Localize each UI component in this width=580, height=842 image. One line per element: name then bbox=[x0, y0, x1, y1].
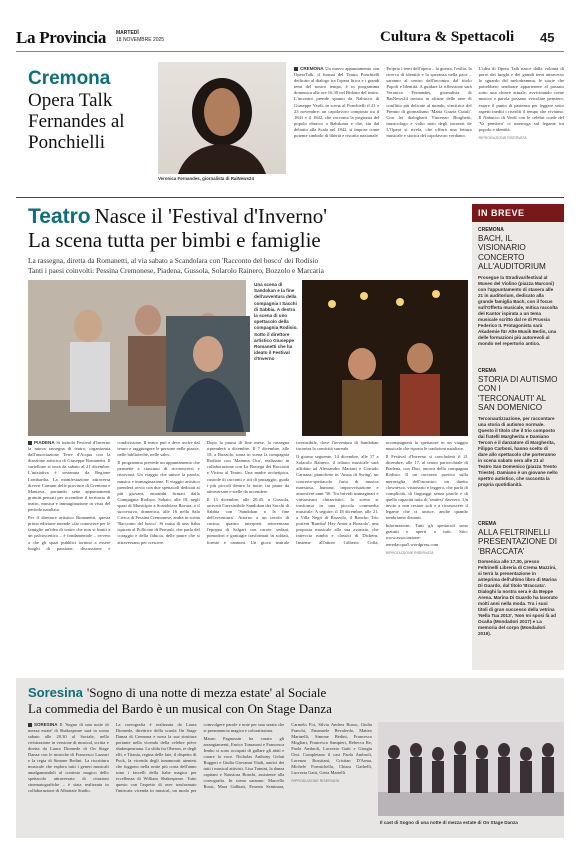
bottom-dateline: SORESINA bbox=[34, 722, 58, 727]
bottom-headline bbox=[28, 684, 564, 702]
bottom-body-p3: Mauro Pagnossin ha curato gli arrangiamenti, Enrico Tomasoni e Francesca Irmbo si sono occupati di gallare gli abiti e curare la voce. Nicholas Anthony Gelati Ruggeri e Giulia Giovanni Vitali, autrici dei tutti i musical attivisti. Lisa Tumini, la danza capitani e Nausicaa Bonchi, assistente alla coreografia. In scena saranno: Marcello Rossi, Mara Galbiati, Ernesto Seminara, Carmelo Foi, Silvia Andrea Russo, Giulia Franchi, Emanuele Bevalerdo, Matteo Marinelli, Simone Bedini, Francesco Mogliari, Francesco Sampieri, Rebecca Re, Paola Ambroli, Lucrezia Gatti e Giorgia Orsi. Completano il cast Paola Ambroli, Lorenzo Rossitani, Cristian D'Arma, Michele Formichella, Chiara Garbelli, Lucrezia Gatti, Greta Martelli. bbox=[203, 722, 372, 789]
top-kicker: Cremona bbox=[28, 68, 111, 89]
header-rule bbox=[16, 51, 564, 52]
bottom-title-1: 'Sogno di una notte di mezza estate' al Sociale bbox=[86, 685, 327, 700]
brief-title: STORIA DI AUTISMO CON I 'TERCONAUTI' AL SAN DOMENICO bbox=[478, 375, 558, 413]
main-body-p4: Dopo la pausa di fine mese, la rassegna riprenderà a dicembre. Il 7 dicembre, alle 18, a Bozzolo, torna in scena la compagnia Rodisio con 'Mamma Oca', realizzato in collaborazione con La Bottega dei Racconti e Vicino al Teatro. Una madre archetipica, custode di racconti e riti di passaggio, guida i più piccoli dentro la notte, tra paure da attraversare e stelle da accendere. bbox=[206, 440, 290, 494]
main-headline bbox=[28, 204, 468, 229]
top-body-p1: Un nuovo appuntamento con OperaTalk, il format del Teatro Ponchielli dedicato al dialogo tra l'opera lirica e i grandi temi del nostro tempo, è in programma domenica alle ore 16.30 nel Ridotto del teatro. L'incontro prende spunto da Nabucco di Giuseppe Verdi, in scena al Ponchielli il 21 e 23 novembre: un capolavoro composto tra il 1841 e il 1842, che racconta la prigionia del popolo ebraico a Babilonia e che, sin dal debutto alla Scala nel 1842, si impose come potente simbolo di libertà e riscatto nazionale. bbox=[294, 66, 380, 139]
main-title-1: Nasce il 'Festival d'Inverno' bbox=[94, 204, 327, 228]
brief-item bbox=[472, 516, 564, 671]
top-credit: RIPRODUZIONE RISERVATA bbox=[478, 136, 527, 141]
rodisio-photo bbox=[302, 280, 468, 436]
main-body-p3: Il programma prevede un appuntamento che permette a ciascuno di riconoscersi e ritrovarsi. Un viaggio che unisce la parola, musica e immaginazione. Il viaggio artistico prenderà avvio con due spettacoli dedicati ai più giovani, entrambi firmati dalla Compagnia Rodisio. Sabato, alle 18, negli spazi di Municipio a Scandolara Ravara, e il successivo, domenica, alle 16 nella Sala Civica di Pessina Cremonese, andrà in scena 'Racconto del bosco'. Si tratta di una fiaba ispirata al Pollicino di Perrault, che parla del coraggio e della fiducia, delle paure che si attraversano per crescere. bbox=[117, 460, 200, 545]
main-body-p5: Il 13 dicembre, alle 20.45, a Gussola, arriverà l'irresistibile Sandokan dei Sacchi di Sabbia con 'Sandokan o la fine dell'avventura'. Attorno a un tavolo di cucina, quattro interpreti reinventano l'epopea di Salgari con carote, sedani, pomodori e grattugie trasformati in soldati, foreste e cannoni. Un gioco teatrale irresistibile, dove l'avventura di Sandokan incontra la comicità surreale. bbox=[206, 440, 379, 545]
cast-photo bbox=[378, 722, 564, 816]
main-title-2: La scena tutta per bimbi e famiglie bbox=[28, 228, 321, 252]
bottom-kicker: Soresina bbox=[28, 685, 83, 700]
top-dateline: CREMONA bbox=[300, 66, 324, 71]
main-body bbox=[28, 440, 468, 664]
main-credit: RIPRODUZIONE RISERVATA bbox=[385, 550, 434, 555]
section-title: Cultura & Spettacoli bbox=[380, 29, 515, 45]
brief-place: CREMA bbox=[478, 521, 497, 527]
top-title: Opera Talk Fernandes al Ponchielli bbox=[28, 90, 125, 153]
brief-text: Prosegue la Stradivarifestival al Museo del Violino (piazza Marconi) con l'appuntamento di stasera alle 21 in auditorium, dedicato alla grande famiglia Bach, con il focus sull'Offerta musicale, mitica raccolta del Kantor ispirata a un tema musicale scritto dal re di Prussia Federico II. Protagonista sarà Akademie für Alte Musik Berlin, una delle formazioni più autorevoli al mondo nel repertorio antico. bbox=[478, 274, 558, 346]
brief-title: ALLA FELTRINELLI PRESENTAZIONE DI 'BRACCATA' bbox=[478, 528, 558, 556]
brief-text: Terconautizzazione, per raccontare una storia di autismo normale. Questo il titolo che il trio composto dai fratelli Margherita e Damiano Tercon e il danzatore di Margherita, Filippo Carboni, hanno scelto di dare allo spettacolo che porteranno in scena sabato sera alle 21 al Teatro San Domenico (piazza Trento Trieste). Damiano è un giovane nello spettro autistico, che racconta la propria quotidianità. bbox=[478, 415, 558, 487]
brief-header: IN BREVE bbox=[472, 204, 564, 222]
dateline-marker-icon bbox=[294, 67, 298, 71]
main-kicker: Teatro bbox=[28, 205, 91, 228]
main-dateline: PIADENA bbox=[34, 440, 55, 445]
portrait-figure bbox=[158, 62, 286, 174]
portrait-caption: Veronica Fernandes, giornalista di RaiNews24 bbox=[158, 176, 254, 181]
top-body bbox=[294, 66, 564, 184]
top-bottom-rule bbox=[16, 197, 564, 198]
main-body-p8: Informazioni: Tutti gli spettacoli sono gratuiti e aperti a tutti. Sito: www.associazione-terredacqua5.wordpress.com bbox=[385, 523, 468, 547]
brief-item bbox=[472, 363, 564, 516]
bottom-dateline-marker-icon bbox=[28, 723, 32, 727]
issue-day: MARTEDÌ bbox=[116, 30, 139, 36]
main-body-p6: Il giorno seguente, 14 dicembre, alle 17 a Solarolo Rainero, il tributo musicale sarà affidato ad Alessandro Mariani e Corrado Caruana: pianoforte in 'Ansia di Swing', un concerto-spettacolo furto di musica maestosa, humour, improvvisazione e atmosfere anni '30. Tra brividi immaginari e virtuosismi chitarristici, la scena si trasforma in una piccola commedia musicale. A seguire, il 18 dicembre, alle 21, a Villa Negri di Bozzolo, il Rancho Trio porterà 'Rumba! Hay Amor a Bozzolo', una proposta musicale alla sua avarizia, che intreccia rumba e classici di Dickens. Insieme all'attore Gilberto Colla, accompagnerà lo spettatore in un viaggio musicale che riporta le tradizioni natalizie. bbox=[296, 440, 468, 545]
bottom-body-p2: La coreografia è realizzata da Laura Diomede, direttrice della scuola On Stage Danza di Cremona e nova la sua struttura portante nella vicenda della celebre pièce shakespeariana. La sfida fra Oberon, re degli elfi, e Titania, regina delle fate, il dispetto di Puck, la vicenda degli innamorati ateniesi che fuggono nella notte più corta dell'anno sono i fascelli della fiabe magica per eccellenza di William Shakespeare. Tutto questo con l'aspetto di aver trasformato l'intricata vicenda in musical, un modo per coinvolgere parole e note per una serata che si preannuncia magica e coloratissima. bbox=[115, 722, 285, 793]
page-number: 45 bbox=[540, 30, 555, 45]
bottom-title-2: La commedia del Bardo è un musical con On Stage Danza bbox=[28, 701, 332, 716]
brief-place: CREMONA bbox=[478, 227, 504, 233]
main-body-p1: Si intitola Festival d'Inverno la nuova rassegna di teatro, organizzata dall'associazione Terre d'Acqua con la direzione artistica di Giuseppe Romanetti. Il cartellone si terrà da sabato al 21 dicembre. L'iniziativa è sostenuta da Regione Lombardia. La manifestazione attraversa diversi Comuni delle province di Cremona e Mantova, portando sette appuntamenti gratuiti pensati per accendere il territorio di teatro, musica e immaginazione in vista del periodo natalizio. bbox=[28, 440, 111, 513]
main-body-p7: Il Festival d'Inverno si concluderà il 21 dicembre, alle 17, al teatro parrocchiale di Piadena, con Duo, ancora della compagnia Rodisio. Il un racconto poetico sulla meraviglia dell'incontro: un duetto clownesco, visionario e leggero, che parla di complicità, di linguaggi senza parole e di quella capacità tutta di 'sentirsi' davvero. Un invito a non restare soli e a riconoscere il legame che ci unisce, anche quando sembriamo distanti. bbox=[385, 454, 468, 521]
portrait-photo bbox=[158, 62, 286, 174]
top-body-p2: Proprio i temi dell'opera – la guerra, l'esilio, la ricerca di identità e la speranza nella pace – saranno al centro dell'incontro dal titolo Popoli e Identità. A guidare la riflessione sarà Veronica Fernandes, giornalista di RaiNews24 inviata in alcune delle aree di conflitto più delicate al mondo, vincitrice del Premio di giornalismo 'Maria Grazia Cutuli'. Con lei dialogherà Vincenzo Borghetti, musicologo e volto noto degli incontri de L'Opera si rivela, che offrirà una lettura musicale e storica del capolavoro verdiano. bbox=[386, 66, 472, 139]
issue-date: 18 NOVEMBRE 2025 bbox=[116, 37, 165, 43]
masthead: La Provincia bbox=[16, 28, 107, 47]
romanetti-photo bbox=[166, 316, 250, 432]
brief-title: BACH, IL VISIONARIO CONCERTO ALL'AUDITORIUM bbox=[478, 234, 546, 272]
brief-text: Domenica alle 17.30, presso Feltrinelli Libreria di Crema Mazzini, si terrà la presentazione in anteprima dell'ultimo libro di Marina Di Guardo, dal titolo 'Braccata'. Dialoghi la nostra sera è da Beppe Arena. Marina Di Guardo ha lavorato molti anni nella moda. Tra i suoi titoli di gran successo della vetrina 'Nella Tua 2013', 'Non mi sposi là ad Ocaña (Mondadori 2017) e La memoria del corpo (Mondadori 2019). bbox=[478, 559, 558, 637]
main-body-p2: Per il direttore artistico Romanetti, questa prima edizione intende «far conoscere per le famiglie un'idea di teatro che non si limiti a un palcoscenico – è fondamentale – ovvero a che gli spazi pubblici tornino a essere luoghi di passione, discussione e condivisione. Il teatro può e deve uscire dal teatro e raggiungere le persone nelle piazze, nelle biblioteche, nelle sale». bbox=[28, 440, 200, 551]
bottom-body-p1: Il 'Sogno di una notte di mezza estate' di Shakespeare sarà in scena sabato alle 20.30 al Sociale, nella rivisitazione in versione di musical, scritta e diretta da Laura Diomede di On Stage Danza con le musiche di Francesco Lazzari e la regia di Simone Bedini. La riscrittura musicale che esplora tutti i generi musicali amalgamandoli al contesto magico dello spettacolo attraversato di citazioni cinematografiche – è stata realizzata in collaborazione di Albatrate Studio. bbox=[28, 722, 109, 793]
top-body-p3: L'idea di Opera Talk nasce dalla volontà di porre dei luoghi e dei grandi temi attraverso lo sguardo del melodramma, le storie che potrebbero sembrare appartenere al passato sotto una chiave attuale, avvicinando come musica e parola possano veicolare pensiero, essere il punto di partenza per leggere sotto aspetti inediti i risvolti il tempo che viviamo. Il Nabucco di Verdi con le celebri corde del 'Va pensiero' ci interroga sul legame tra popolo e identità. bbox=[478, 66, 564, 132]
bottom-credit: RIPRODUZIONE RISERVATA bbox=[291, 779, 340, 783]
bottom-body bbox=[28, 722, 372, 834]
main-deck-2: Tanti i paesi coinvolti: Pessina Cremonese, Piadena, Gussola, Solarolo Rainero, Bozzolo e Marcaria bbox=[28, 266, 324, 275]
brief-item bbox=[472, 222, 564, 363]
cast-caption: Il cast di Sogno di una notte di mezza estate di On Stage Danza bbox=[380, 820, 518, 825]
brief-place: CREMA bbox=[478, 368, 497, 374]
main-dateline-marker-icon bbox=[28, 441, 32, 445]
main-deck-1: La rassegna, diretta da Romanetti, al via sabato a Scandolara con 'Racconto del bosco' dei Rodisio bbox=[28, 256, 319, 265]
brief-sidebar bbox=[472, 204, 564, 670]
main-photo-caption: Una scena di Sandokan e la fine dell'avventura della compagnia I Sacchi di Sabbia. A destra la scena di uno spettacolo della compagnia Rodisio. Sotto il direttore artistico Giuseppe Romanetti che ha ideato il Festival d'Inverno bbox=[254, 282, 298, 362]
